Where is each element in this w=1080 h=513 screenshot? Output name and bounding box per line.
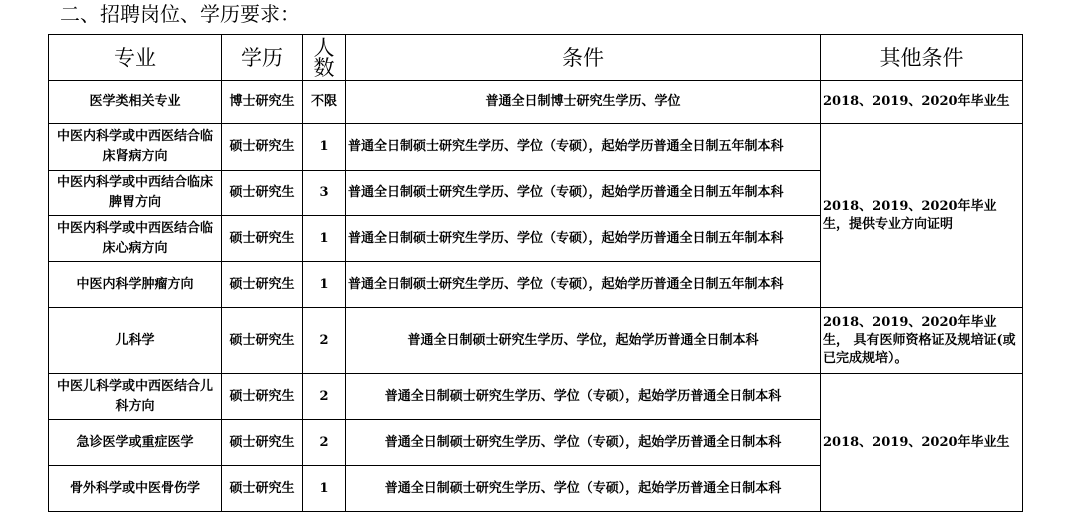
cell-condition: 普通全日制硕士研究生学历、学位（专硕），起始学历普通全日制五年制本科 <box>346 262 821 308</box>
cell-condition: 普通全日制硕士研究生学历、学位（专硕），起始学历普通全日制本科 <box>346 420 821 466</box>
cell-degree: 硕士研究生 <box>222 420 303 466</box>
table-row <box>49 308 1023 374</box>
cell-count: 1 <box>303 466 346 512</box>
cell-degree: 硕士研究生 <box>222 466 303 512</box>
cell-degree: 博士研究生 <box>222 81 303 124</box>
cell-degree: 硕士研究生 <box>222 374 303 420</box>
cell-condition: 普通全日制硕士研究生学历、学位（专硕），起始学历普通全日制五年制本科 <box>346 171 821 216</box>
cell-major: 中医内科学或中西医结合临床心病方向 <box>49 216 222 262</box>
cell-other: 2018、2019、2020年毕业生 <box>821 81 1023 124</box>
cell-condition: 普通全日制硕士研究生学历、学位（专硕），起始学历普通全日制本科 <box>346 466 821 512</box>
cell-condition: 普通全日制硕士研究生学历、学位（专硕），起始学历普通全日制五年制本科 <box>346 216 821 262</box>
table-header-row <box>49 35 1023 81</box>
cell-degree: 硕士研究生 <box>222 262 303 308</box>
cell-other: 2018、2019、2020年毕业生 <box>821 374 1023 512</box>
cell-major: 医学类相关专业 <box>49 81 222 124</box>
recruitment-table <box>48 34 1023 512</box>
cell-condition: 普通全日制硕士研究生学历、学位（专硕），起始学历普通全日制本科 <box>346 374 821 420</box>
cell-count: 不限 <box>303 81 346 124</box>
cell-major: 急诊医学或重症医学 <box>49 420 222 466</box>
cell-count: 2 <box>303 308 346 374</box>
cell-condition: 普通全日制博士研究生学历、学位 <box>346 81 821 124</box>
cell-count: 2 <box>303 374 346 420</box>
table-row <box>49 374 1023 420</box>
cell-degree: 硕士研究生 <box>222 171 303 216</box>
section-heading: 二、招聘岗位、学历要求： <box>60 2 300 26</box>
cell-major: 中医内科学肿瘤方向 <box>49 262 222 308</box>
cell-other: 2018、2019、2020年毕业生，提供专业方向证明 <box>821 124 1023 308</box>
header-count: 人数 <box>303 35 346 81</box>
header-other: 其他条件 <box>821 35 1023 81</box>
cell-count: 1 <box>303 216 346 262</box>
cell-major: 儿科学 <box>49 308 222 374</box>
cell-condition: 普通全日制硕士研究生学历、学位（专硕），起始学历普通全日制五年制本科 <box>346 124 821 171</box>
cell-count: 1 <box>303 124 346 171</box>
cell-count: 1 <box>303 262 346 308</box>
cell-degree: 硕士研究生 <box>222 216 303 262</box>
table-row <box>49 124 1023 171</box>
cell-degree: 硕士研究生 <box>222 124 303 171</box>
cell-major: 中医儿科学或中西医结合儿科方向 <box>49 374 222 420</box>
header-degree: 学历 <box>222 35 303 81</box>
cell-count: 2 <box>303 420 346 466</box>
cell-major: 中医内科学或中西结合临床脾胃方向 <box>49 171 222 216</box>
header-major: 专业 <box>49 35 222 81</box>
cell-major: 中医内科学或中西医结合临床肾病方向 <box>49 124 222 171</box>
cell-other: 2018、2019、2020年毕业生， 具有医师资格证及规培证(或已完成规培）。 <box>821 308 1023 374</box>
cell-condition: 普通全日制硕士研究生学历、学位，起始学历普通全日制本科 <box>346 308 821 374</box>
table-row <box>49 81 1023 124</box>
cell-degree: 硕士研究生 <box>222 308 303 374</box>
cell-count: 3 <box>303 171 346 216</box>
header-condition: 条件 <box>346 35 821 81</box>
cell-major: 骨外科学或中医骨伤学 <box>49 466 222 512</box>
